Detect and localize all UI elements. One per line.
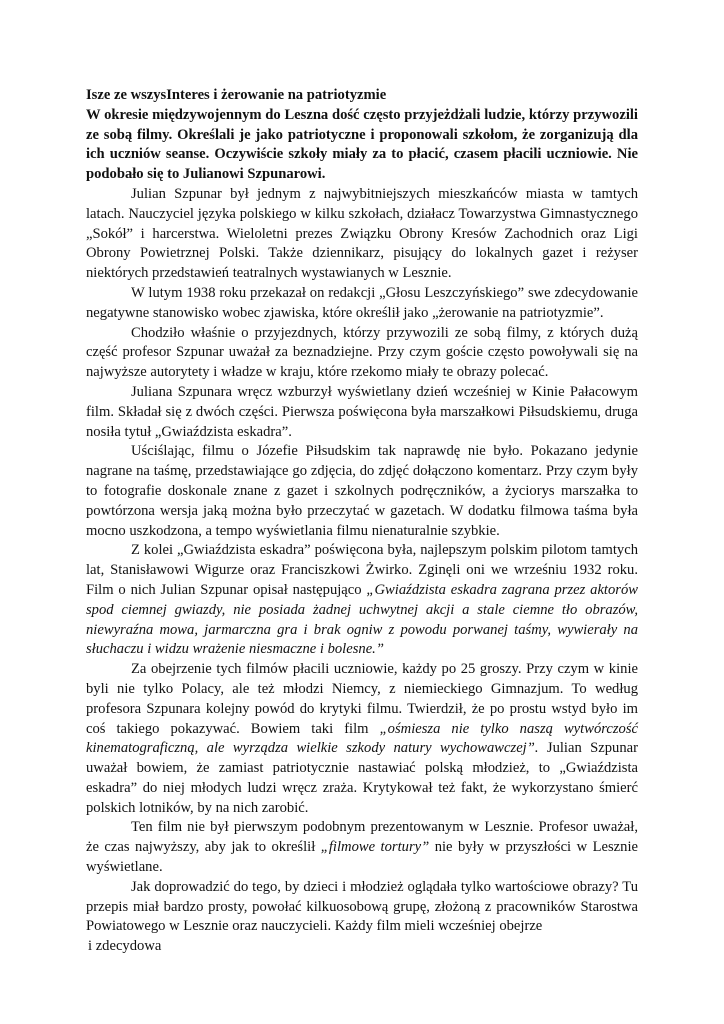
paragraph-8-quote: „filmowe tortury”: [320, 839, 430, 856]
paragraph-9: Jak doprowadzić do tego, by dzieci i młodzież oglądała tylko wartościowe obrazy? Tu przepis miał bardzo prosty, powołać kilkuosobową grupę, złożoną z pracowników Starostwa Powiatowego w Lesznie oraz nauczycieli. Każdy film mieli wcześniej obejrze: [86, 878, 638, 935]
trailing-fragment: i zdecydowa: [88, 938, 162, 955]
paragraph-7-text-a: Za obejrzenie tych filmów płacili uczniowie, każdy po 25 groszy. Przy czym w kinie byli nie tylko Polacy, ale też młodzi Niemcy, z niemieckiego Gimnazjum. To według profesora Szpunara kolejny powód do krytyki filmu. Twierdził, że po prostu wstyd było im coś takiego pokazywać. Bowiem taki film: [86, 661, 638, 737]
paragraph-3: Chodziło właśnie o przyjezdnych, którzy przywozili ze sobą filmy, z których dużą część profesor Szpunar uważał za beznadziejne. Przy czym goście często powoływali się na najwyższe autorytety i władze w kraju, które rzekomo miały te obrazy polecać.: [86, 324, 638, 381]
paragraph-6-text: Z kolei „Gwiaździsta eskadra” poświęcona była, najlepszym polskim pilotom tamtych lat, Stanisławowi Wigurze oraz Franciszkowi Żwirko. Zginęli oni we wrześniu 1932 roku. Film o nich Julian Szpunar opisał następująco: [86, 542, 638, 598]
paragraph-8: [86, 818, 638, 877]
paragraph-7: [86, 660, 638, 818]
paragraph-2: W lutym 1938 roku przekazał on redakcji „Głosu Leszczyńskiego” swe zdecydowanie negatywne stanowisko wobec zjawiska, które określił jako „żerowanie na patriotyzmie”.: [86, 284, 638, 321]
paragraph-7-text-b: Julian Szpunar uważał bowiem, że zamiast patriotycznie nastawiać polską młodzież, to „Gwiaździsta eskadra” do niej młodych ludzi wręcz zraża. Krytykował też fakt, że wykorzystano śmierć polskich lotników, by na nich zarobić.: [86, 740, 638, 816]
paragraph-4: Juliana Szpunara wręcz wzburzył wyświetlany dzień wcześniej w Kinie Pałacowym film. Składał się z dwóch części. Pierwsza poświęcona była marszałkowi Piłsudskiemu, druga nosiła tytuł „Gwiaździsta eskadra”.: [86, 383, 638, 440]
document-page: [86, 86, 638, 957]
article-title: Isze ze wszysInteres i żerowanie na patriotyzmie: [86, 87, 387, 103]
paragraph-8-text-a: Ten film nie był pierwszym podobnym prezentowanym w Lesznie. Profesor uważał, że czas najwyższy, aby jak to określił: [86, 819, 638, 856]
paragraph-7-quote: „ośmiesza nie tylko naszą wytwórczość kinematograficzną, ale wyrządza wielkie szkody natury wychowawczej”.: [86, 720, 638, 757]
paragraph-8-text-b: nie były w przyszłości w Lesznie wyświetlane.: [86, 839, 638, 876]
paragraph-5: Uściślając, filmu o Józefie Piłsudskim tak naprawdę nie było. Pokazano jedynie nagrane na taśmę, przedstawiające go zdjęcia, do zdjęć dołączono komentarz. Przy czym były to fotografie doskonale znane z gazet i szkolnych podręczników, a życiorys marszałka to powtórzona wersja jaką można było przeczytać w gazetach. W dodatku filmowa taśma była mocno uszkodzona, a tempo wyświetlania filmu nienaturalnie szybkie.: [86, 443, 638, 539]
paragraph-6-quote: „Gwiaździsta eskadra zagrana przez aktorów spod ciemnej gwiazdy, nie posiada żadnej uchwytnej akcji a stale ciemne tło obrazów, niewyraźna mowa, jarmarczna gra i brak ogniw z powodu porwanej taśmy, wywierały na słuchaczu i widzu wrażenie niesmaczne i bolesne.”: [86, 581, 638, 658]
article-lead: W okresie międzywojennym do Leszna dość często przyjeżdżali ludzie, którzy przywozili ze sobą filmy. Określali je jako patriotyczne i proponowali szkołom, że zorganizują dla ich uczniów seanse. Oczywiście szkoły miały za to płacić, czasem płacili uczniowie. Nie podobało się to Julianowi Szpunarowi.: [86, 106, 638, 183]
paragraph-1: Julian Szpunar był jednym z najwybitniejszych mieszkańców miasta w tamtych latach. Nauczyciel języka polskiego w kilku szkołach, działacz Towarzystwa Gimnastycznego „Sokół” i harcerstwa. Wieloletni prezes Związku Obrony Kresów Zachodnich oraz Ligi Obrony Powietrznej Polski. Także dziennikarz, pisujący do lokalnych gazet i reżyser niektórych przedstawień teatralnych wystawianych w Lesznie.: [86, 185, 638, 282]
paragraph-6: [86, 541, 638, 660]
